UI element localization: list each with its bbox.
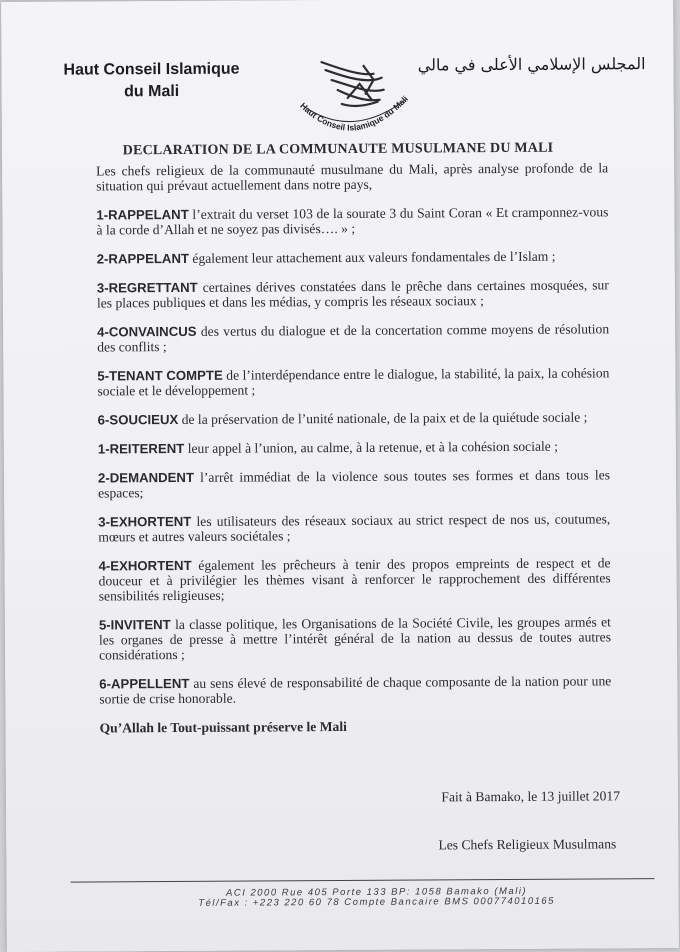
item-text: également leur attachement aux valeurs fondamentales de l’Islam ;: [188, 248, 556, 266]
intro-paragraph: Les chefs religieux de la communauté musulmane du Mali, après analyse profonde de la situation qui prévaut actuellement dans notre pays,: [96, 160, 609, 194]
document-page: [1, 0, 679, 952]
declaration-items: [96, 204, 611, 706]
item-text: au sens élevé de responsabilité de chaque composante de la nation pour une sortie de crise honorable.: [99, 673, 612, 707]
item-text: l’arrêt immédiat de la violence sous toutes ses formes et dans tous les espaces;: [98, 467, 611, 501]
org-name-line1: Haut Conseil Islamique: [63, 60, 240, 79]
declaration-item: [97, 321, 609, 354]
item-lead: 4-EXHORTENT: [98, 557, 192, 574]
declaration-item: [97, 365, 609, 398]
declaration-item: [97, 248, 609, 266]
item-lead: 1-REITERENT: [97, 440, 185, 457]
item-text: de la préservation de l’unité nationale, de la paix et de la quiétude sociale ;: [178, 409, 588, 427]
svg-text:Haut Conseil Islamique du Mali: Haut Conseil Islamique du Mali: [298, 93, 410, 133]
declaration-item: [99, 673, 611, 706]
item-lead: 1-RAPPELANT: [96, 206, 189, 223]
closing-prayer: Qu’Allah le Tout-puissant préserve le Mali: [99, 718, 347, 736]
item-text: l’extrait du verset 103 de la sourate 3 du Saint Coran « Et cramponnez-vous à la corde d’Allah et ne soyez pas divisés…. » ;: [96, 204, 609, 238]
item-text: des vertus du dialogue et de la concertation comme moyens de résolution des conflits ;: [97, 321, 610, 355]
signature-line: Les Chefs Religieux Musulmans: [438, 836, 617, 853]
item-lead: 6-APPELLENT: [99, 675, 190, 692]
item-lead: 5-TENANT COMPTE: [97, 367, 223, 384]
item-text: les utilisateurs des réseaux sociaux au strict respect de nos us, coutumes, mœurs et autres valeurs sociétales ;: [98, 511, 611, 545]
item-lead: 5-INVITENT: [98, 617, 171, 633]
declaration-item: [98, 438, 610, 456]
item-text: certaines dérives constatées dans le prêche dans certaines mosquées, sur les places publiques et dans les médias, y compris les réseaux sociaux ;: [96, 277, 609, 311]
item-lead: 3-EXHORTENT: [98, 513, 192, 530]
declaration-item: [99, 614, 611, 662]
item-lead: 3-REGRETTANT: [96, 279, 198, 296]
declaration-item: [96, 204, 608, 237]
footer-address: [127, 886, 627, 909]
footer-line2: Tél/Fax : +223 220 60 78 Compte Bancaire BMS 000774010165: [198, 895, 555, 909]
item-text: la classe politique, les Organisations de la Société Civile, les groupes armés et les organes de presse à mettre l’intérêt général de la nation au dessus de toutes autres considérations ;: [98, 614, 612, 663]
item-lead: 2-DEMANDENT: [97, 469, 195, 486]
org-name-french: [41, 58, 261, 103]
org-name-line2: du Mali: [124, 82, 180, 101]
footer-divider: [70, 878, 654, 883]
item-lead: 2-RAPPELANT: [96, 250, 190, 267]
declaration-item: [97, 277, 609, 310]
declaration-body: [96, 160, 612, 749]
footer-line1: ACI 2000 Rue 405 Porte 133 BP: 1058 Bamako (Mali): [225, 885, 528, 899]
declaration-item: [98, 409, 610, 427]
item-text: leur appel à l’union, au calme, à la retenue, et à la cohésion sociale ;: [184, 438, 559, 456]
item-lead: 6-SOUCIEUX: [97, 411, 179, 428]
item-text: de l’interdépendance entre le dialogue, la stabilité, la paix, la cohésion sociale et le développement ;: [97, 365, 610, 399]
council-logo-icon: [281, 55, 422, 146]
declaration-item: [98, 511, 610, 544]
declaration-item: [99, 555, 611, 603]
item-lead: 4-CONVAINCUS: [97, 323, 197, 340]
place-and-date: Fait à Bamako, le 13 juillet 2017: [441, 788, 621, 805]
item-text: également les prêcheurs à tenir des propos empreints de respect et de douceur et à privilégier les thèmes visant à renforcer le rapprochement des différentes sensibilités religieuses;: [98, 555, 611, 604]
declaration-item: [98, 467, 610, 500]
document-title: DECLARATION DE LA COMMUNAUTE MUSULMANE DU MALI: [122, 140, 554, 159]
org-name-arabic: المجلس الإسلامي الأعلى في مالي: [417, 54, 646, 75]
